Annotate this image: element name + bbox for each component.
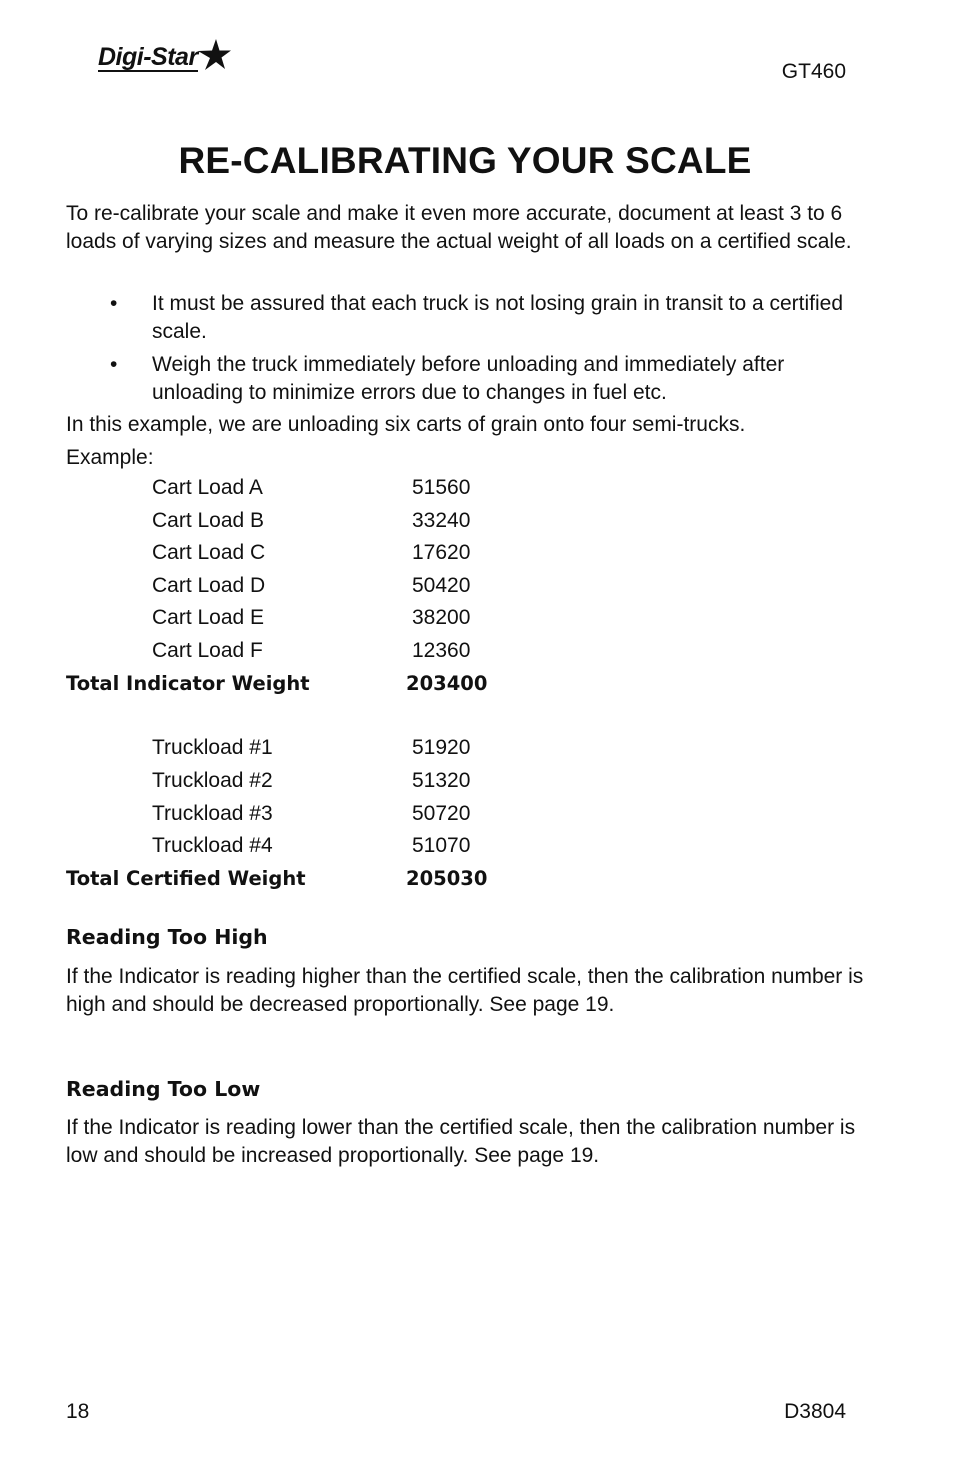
intro-paragraph: To re-calibrate your scale and make it even more accurate, document at least 3 to 6 loads of varying sizes and measure the actual weight of all loads on a certified scale. <box>66 202 852 253</box>
table-row <box>66 802 546 832</box>
bullet-icon: • <box>110 292 118 315</box>
truckload-label: Truckload #2 <box>152 769 273 792</box>
list-item <box>66 290 866 345</box>
total-certified-label: Total Certified Weight <box>66 867 306 890</box>
cart-load-label: Cart Load B <box>152 509 265 532</box>
cart-load-value: 38200 <box>412 606 471 629</box>
model-number: GT460 <box>781 60 846 83</box>
bullet-text: It must be assured that each truck is not losing grain in transit to a certified scale. <box>152 292 844 343</box>
table-row <box>66 736 546 766</box>
star-icon <box>196 38 232 72</box>
table-row <box>66 509 546 539</box>
section-text-too-low: If the Indicator is reading lower than the certified scale, then the calibration number is low and should be increased proportionally. See page 19. <box>66 1116 856 1167</box>
truckload-value: 51070 <box>412 834 471 857</box>
truckload-value: 51920 <box>412 736 471 759</box>
page-title: RE-CALIBRATING YOUR SCALE <box>178 140 752 181</box>
total-certified-value: 205030 <box>406 867 488 890</box>
total-indicator-value: 203400 <box>406 672 488 695</box>
truckload-label: Truckload #4 <box>152 834 273 857</box>
table-row <box>66 574 546 604</box>
bullet-icon: • <box>110 353 118 376</box>
example-label: Example: <box>66 446 154 469</box>
table-row <box>66 769 546 799</box>
list-item <box>66 351 866 406</box>
digi-star-logo <box>98 44 232 72</box>
cart-load-value: 51560 <box>412 476 471 499</box>
cart-load-label: Cart Load A <box>152 476 263 499</box>
table-row <box>66 834 546 864</box>
section-heading-too-high: Reading Too High <box>66 925 268 949</box>
logo-text: Digi-Star <box>98 43 198 71</box>
cart-load-label: Cart Load F <box>152 639 263 662</box>
page-number: 18 <box>66 1400 90 1423</box>
truckload-value: 51320 <box>412 769 471 792</box>
total-certified-row <box>66 867 546 897</box>
cart-load-label: Cart Load D <box>152 574 266 597</box>
table-row <box>66 606 546 636</box>
example-intro: In this example, we are unloading six carts of grain onto four semi-trucks. <box>66 413 746 436</box>
bullet-text: Weigh the truck immediately before unloading and immediately after unloading to minimize errors due to changes in fuel etc. <box>152 353 785 404</box>
table-row <box>66 476 546 506</box>
total-indicator-label: Total Indicator Weight <box>66 672 310 695</box>
section-text-too-high: If the Indicator is reading higher than the certified scale, then the calibration number is high and should be decreased proportionally. See page 19. <box>66 965 864 1016</box>
total-indicator-row <box>66 672 546 702</box>
truckload-value: 50720 <box>412 802 471 825</box>
cart-load-value: 33240 <box>412 509 471 532</box>
cart-load-value: 12360 <box>412 639 471 662</box>
table-row <box>66 639 546 669</box>
cart-load-value: 17620 <box>412 541 471 564</box>
cart-load-label: Cart Load E <box>152 606 265 629</box>
truckload-label: Truckload #3 <box>152 802 273 825</box>
document-code: D3804 <box>784 1400 846 1423</box>
section-heading-too-low: Reading Too Low <box>66 1077 261 1101</box>
cart-load-label: Cart Load C <box>152 541 266 564</box>
truckload-label: Truckload #1 <box>152 736 273 759</box>
table-row <box>66 541 546 571</box>
cart-load-value: 50420 <box>412 574 471 597</box>
bullet-list <box>66 290 866 412</box>
